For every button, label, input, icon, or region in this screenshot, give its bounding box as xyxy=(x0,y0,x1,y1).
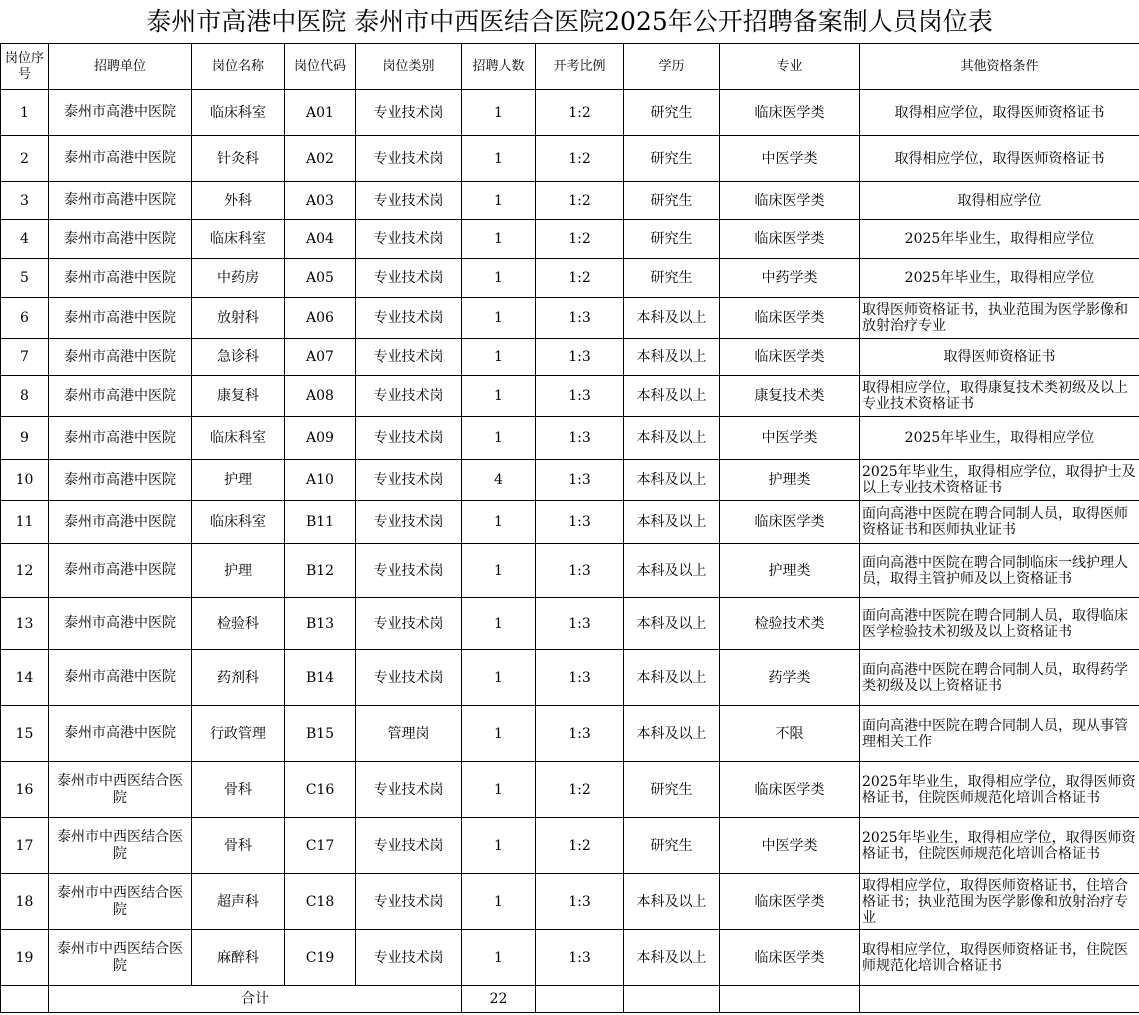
hire-count: 1 xyxy=(462,220,536,259)
header-cell: 招聘人数 xyxy=(462,44,536,90)
header-cell: 岗位类别 xyxy=(356,44,462,90)
major: 检验技术类 xyxy=(720,598,860,650)
exam-ratio: 1:3 xyxy=(536,706,624,762)
education: 研究生 xyxy=(624,259,720,298)
education: 研究生 xyxy=(624,220,720,259)
position-code: C17 xyxy=(285,818,356,874)
position-number: 5 xyxy=(1,259,49,298)
education: 本科及以上 xyxy=(624,650,720,706)
hire-count: 1 xyxy=(462,544,536,598)
recruiting-unit: 泰州市中西医结合医院 xyxy=(49,930,192,986)
exam-ratio: 1:3 xyxy=(536,544,624,598)
header-cell: 岗位代码 xyxy=(285,44,356,90)
position-type: 专业技术岗 xyxy=(356,136,462,182)
position-code: C18 xyxy=(285,874,356,930)
table-row xyxy=(1,339,1139,376)
exam-ratio: 1:3 xyxy=(536,874,624,930)
hire-count: 1 xyxy=(462,501,536,544)
table-row xyxy=(1,544,1139,598)
other-qualifications: 面向高港中医院在聘合同制人员，取得医师资格证书和医师执业证书 xyxy=(860,501,1139,544)
position-number: 16 xyxy=(1,762,49,818)
position-number: 12 xyxy=(1,544,49,598)
major: 临床医学类 xyxy=(720,220,860,259)
major: 护理类 xyxy=(720,460,860,501)
position-code: B11 xyxy=(285,501,356,544)
major: 临床医学类 xyxy=(720,339,860,376)
exam-ratio: 1:3 xyxy=(536,417,624,460)
total-empty-cell xyxy=(720,986,860,1013)
recruiting-unit: 泰州市高港中医院 xyxy=(49,706,192,762)
other-qualifications: 取得相应学位 xyxy=(860,182,1139,220)
header-cell: 招聘单位 xyxy=(49,44,192,90)
position-type: 专业技术岗 xyxy=(356,762,462,818)
recruiting-unit: 泰州市高港中医院 xyxy=(49,544,192,598)
position-type: 专业技术岗 xyxy=(356,220,462,259)
recruiting-unit: 泰州市高港中医院 xyxy=(49,501,192,544)
position-name: 中药房 xyxy=(192,259,285,298)
exam-ratio: 1:2 xyxy=(536,259,624,298)
other-qualifications: 取得医师资格证书 xyxy=(860,339,1139,376)
page-title: 泰州市高港中医院 泰州市中西医结合医院2025年公开招聘备案制人员岗位表 xyxy=(146,7,993,36)
recruiting-unit: 泰州市高港中医院 xyxy=(49,90,192,136)
major: 不限 xyxy=(720,706,860,762)
position-code: A06 xyxy=(285,298,356,339)
position-code: C19 xyxy=(285,930,356,986)
position-number: 14 xyxy=(1,650,49,706)
major: 中医学类 xyxy=(720,136,860,182)
position-number: 18 xyxy=(1,874,49,930)
table-row xyxy=(1,762,1139,818)
major: 临床医学类 xyxy=(720,90,860,136)
major: 护理类 xyxy=(720,544,860,598)
total-empty-cell xyxy=(624,986,720,1013)
position-type: 专业技术岗 xyxy=(356,182,462,220)
hire-count: 1 xyxy=(462,298,536,339)
header-cell: 其他资格条件 xyxy=(860,44,1139,90)
exam-ratio: 1:3 xyxy=(536,339,624,376)
header-cell: 岗位序号 xyxy=(1,44,49,90)
education: 研究生 xyxy=(624,136,720,182)
recruiting-unit: 泰州市中西医结合医院 xyxy=(49,818,192,874)
total-label: 合计 xyxy=(49,986,462,1013)
recruiting-unit: 泰州市中西医结合医院 xyxy=(49,874,192,930)
position-code: A09 xyxy=(285,417,356,460)
table-row xyxy=(1,598,1139,650)
position-code: C16 xyxy=(285,762,356,818)
header-cell: 岗位名称 xyxy=(192,44,285,90)
recruiting-unit: 泰州市高港中医院 xyxy=(49,650,192,706)
hire-count: 1 xyxy=(462,376,536,417)
position-number: 9 xyxy=(1,417,49,460)
other-qualifications: 2025年毕业生，取得相应学位 xyxy=(860,259,1139,298)
header-cell: 开考比例 xyxy=(536,44,624,90)
major: 中医学类 xyxy=(720,818,860,874)
recruiting-unit: 泰州市高港中医院 xyxy=(49,460,192,501)
table-row xyxy=(1,298,1139,339)
hire-count: 1 xyxy=(462,818,536,874)
position-name: 骨科 xyxy=(192,762,285,818)
hire-count: 1 xyxy=(462,874,536,930)
total-empty-cell xyxy=(860,986,1139,1013)
position-code: A10 xyxy=(285,460,356,501)
table-row xyxy=(1,818,1139,874)
major: 临床医学类 xyxy=(720,930,860,986)
education: 本科及以上 xyxy=(624,544,720,598)
position-code: B13 xyxy=(285,598,356,650)
position-type: 专业技术岗 xyxy=(356,874,462,930)
position-name: 护理 xyxy=(192,460,285,501)
exam-ratio: 1:3 xyxy=(536,650,624,706)
table-row xyxy=(1,182,1139,220)
position-code: B12 xyxy=(285,544,356,598)
header-row xyxy=(1,44,1139,90)
position-type: 专业技术岗 xyxy=(356,417,462,460)
position-number: 4 xyxy=(1,220,49,259)
major: 中医学类 xyxy=(720,417,860,460)
position-name: 麻醉科 xyxy=(192,930,285,986)
other-qualifications: 取得相应学位，取得医师资格证书，住培合格证书；执业范围为医学影像和放射治疗专业 xyxy=(860,874,1139,930)
position-number: 2 xyxy=(1,136,49,182)
position-number: 8 xyxy=(1,376,49,417)
other-qualifications: 2025年毕业生，取得相应学位，取得护士及以上专业技术资格证书 xyxy=(860,460,1139,501)
position-number: 15 xyxy=(1,706,49,762)
exam-ratio: 1:3 xyxy=(536,376,624,417)
position-type: 专业技术岗 xyxy=(356,90,462,136)
position-type: 专业技术岗 xyxy=(356,598,462,650)
other-qualifications: 面向高港中医院在聘合同制临床一线护理人员，取得主管护师及以上资格证书 xyxy=(860,544,1139,598)
other-qualifications: 取得相应学位，取得医师资格证书，住院医师规范化培训合格证书 xyxy=(860,930,1139,986)
table-row xyxy=(1,220,1139,259)
position-type: 专业技术岗 xyxy=(356,818,462,874)
position-name: 临床科室 xyxy=(192,220,285,259)
position-name: 药剂科 xyxy=(192,650,285,706)
header-cell: 学历 xyxy=(624,44,720,90)
hire-count: 4 xyxy=(462,460,536,501)
hire-count: 1 xyxy=(462,706,536,762)
position-number: 17 xyxy=(1,818,49,874)
table-row xyxy=(1,706,1139,762)
exam-ratio: 1:3 xyxy=(536,298,624,339)
position-code: A05 xyxy=(285,259,356,298)
education: 研究生 xyxy=(624,762,720,818)
position-name: 检验科 xyxy=(192,598,285,650)
position-name: 护理 xyxy=(192,544,285,598)
other-qualifications: 取得医师资格证书，执业范围为医学影像和放射治疗专业 xyxy=(860,298,1139,339)
position-type: 专业技术岗 xyxy=(356,544,462,598)
recruiting-unit: 泰州市高港中医院 xyxy=(49,417,192,460)
position-type: 专业技术岗 xyxy=(356,339,462,376)
other-qualifications: 2025年毕业生，取得相应学位 xyxy=(860,417,1139,460)
position-code: A01 xyxy=(285,90,356,136)
other-qualifications: 取得相应学位，取得康复技术类初级及以上专业技术资格证书 xyxy=(860,376,1139,417)
exam-ratio: 1:2 xyxy=(536,220,624,259)
education: 本科及以上 xyxy=(624,298,720,339)
table-row xyxy=(1,417,1139,460)
recruiting-unit: 泰州市中西医结合医院 xyxy=(49,762,192,818)
major: 临床医学类 xyxy=(720,762,860,818)
total-empty-cell xyxy=(1,986,49,1013)
position-name: 行政管理 xyxy=(192,706,285,762)
position-number: 19 xyxy=(1,930,49,986)
hire-count: 1 xyxy=(462,136,536,182)
education: 本科及以上 xyxy=(624,930,720,986)
position-number: 11 xyxy=(1,501,49,544)
position-code: A02 xyxy=(285,136,356,182)
recruiting-unit: 泰州市高港中医院 xyxy=(49,376,192,417)
hire-count: 1 xyxy=(462,417,536,460)
position-type: 专业技术岗 xyxy=(356,460,462,501)
header-cell: 专业 xyxy=(720,44,860,90)
other-qualifications: 2025年毕业生，取得相应学位，取得医师资格证书，住院医师规范化培训合格证书 xyxy=(860,762,1139,818)
recruiting-unit: 泰州市高港中医院 xyxy=(49,339,192,376)
education: 研究生 xyxy=(624,182,720,220)
position-name: 骨科 xyxy=(192,818,285,874)
position-number: 6 xyxy=(1,298,49,339)
position-type: 管理岗 xyxy=(356,706,462,762)
recruiting-unit: 泰州市高港中医院 xyxy=(49,298,192,339)
major: 临床医学类 xyxy=(720,182,860,220)
position-type: 专业技术岗 xyxy=(356,259,462,298)
education: 本科及以上 xyxy=(624,417,720,460)
education: 研究生 xyxy=(624,90,720,136)
position-code: A03 xyxy=(285,182,356,220)
position-name: 临床科室 xyxy=(192,501,285,544)
hire-count: 1 xyxy=(462,182,536,220)
table-row xyxy=(1,501,1139,544)
positions-table xyxy=(0,43,1139,1013)
position-code: A04 xyxy=(285,220,356,259)
hire-count: 1 xyxy=(462,90,536,136)
total-empty-cell xyxy=(536,986,624,1013)
major: 临床医学类 xyxy=(720,298,860,339)
major: 中药学类 xyxy=(720,259,860,298)
position-type: 专业技术岗 xyxy=(356,298,462,339)
exam-ratio: 1:3 xyxy=(536,930,624,986)
exam-ratio: 1:3 xyxy=(536,598,624,650)
position-name: 临床科室 xyxy=(192,417,285,460)
other-qualifications: 面向高港中医院在聘合同制人员，现从事管理相关工作 xyxy=(860,706,1139,762)
position-number: 13 xyxy=(1,598,49,650)
position-number: 3 xyxy=(1,182,49,220)
table-row xyxy=(1,136,1139,182)
position-type: 专业技术岗 xyxy=(356,930,462,986)
exam-ratio: 1:2 xyxy=(536,762,624,818)
total-count: 22 xyxy=(462,986,536,1013)
position-type: 专业技术岗 xyxy=(356,501,462,544)
position-type: 专业技术岗 xyxy=(356,376,462,417)
table-row xyxy=(1,376,1139,417)
position-number: 1 xyxy=(1,90,49,136)
table-row xyxy=(1,460,1139,501)
major: 临床医学类 xyxy=(720,874,860,930)
education: 本科及以上 xyxy=(624,339,720,376)
hire-count: 1 xyxy=(462,259,536,298)
other-qualifications: 面向高港中医院在聘合同制人员，取得临床医学检验技术初级及以上资格证书 xyxy=(860,598,1139,650)
position-name: 针灸科 xyxy=(192,136,285,182)
other-qualifications: 面向高港中医院在聘合同制人员，取得药学类初级及以上资格证书 xyxy=(860,650,1139,706)
exam-ratio: 1:3 xyxy=(536,501,624,544)
exam-ratio: 1:2 xyxy=(536,182,624,220)
hire-count: 1 xyxy=(462,339,536,376)
major: 药学类 xyxy=(720,650,860,706)
table-row xyxy=(1,650,1139,706)
position-number: 10 xyxy=(1,460,49,501)
hire-count: 1 xyxy=(462,762,536,818)
education: 本科及以上 xyxy=(624,706,720,762)
position-number: 7 xyxy=(1,339,49,376)
exam-ratio: 1:2 xyxy=(536,90,624,136)
other-qualifications: 取得相应学位，取得医师资格证书 xyxy=(860,136,1139,182)
exam-ratio: 1:3 xyxy=(536,460,624,501)
exam-ratio: 1:2 xyxy=(536,136,624,182)
major: 临床医学类 xyxy=(720,501,860,544)
education: 本科及以上 xyxy=(624,598,720,650)
education: 本科及以上 xyxy=(624,874,720,930)
recruiting-unit: 泰州市高港中医院 xyxy=(49,598,192,650)
table-row xyxy=(1,90,1139,136)
recruiting-unit: 泰州市高港中医院 xyxy=(49,220,192,259)
recruiting-unit: 泰州市高港中医院 xyxy=(49,136,192,182)
table-row xyxy=(1,259,1139,298)
position-code: A07 xyxy=(285,339,356,376)
position-code: B14 xyxy=(285,650,356,706)
position-name: 康复科 xyxy=(192,376,285,417)
exam-ratio: 1:2 xyxy=(536,818,624,874)
table-row xyxy=(1,874,1139,930)
position-code: A08 xyxy=(285,376,356,417)
other-qualifications: 取得相应学位，取得医师资格证书 xyxy=(860,90,1139,136)
position-type: 专业技术岗 xyxy=(356,650,462,706)
position-name: 放射科 xyxy=(192,298,285,339)
other-qualifications: 2025年毕业生，取得相应学位 xyxy=(860,220,1139,259)
hire-count: 1 xyxy=(462,598,536,650)
hire-count: 1 xyxy=(462,930,536,986)
position-name: 临床科室 xyxy=(192,90,285,136)
position-name: 超声科 xyxy=(192,874,285,930)
hire-count: 1 xyxy=(462,650,536,706)
recruiting-unit: 泰州市高港中医院 xyxy=(49,182,192,220)
education: 本科及以上 xyxy=(624,460,720,501)
position-name: 外科 xyxy=(192,182,285,220)
education: 本科及以上 xyxy=(624,376,720,417)
position-name: 急诊科 xyxy=(192,339,285,376)
major: 康复技术类 xyxy=(720,376,860,417)
education: 研究生 xyxy=(624,818,720,874)
total-row xyxy=(1,986,1139,1013)
recruiting-unit: 泰州市高港中医院 xyxy=(49,259,192,298)
education: 本科及以上 xyxy=(624,501,720,544)
table-row xyxy=(1,930,1139,986)
position-code: B15 xyxy=(285,706,356,762)
other-qualifications: 2025年毕业生，取得相应学位，取得医师资格证书，住院医师规范化培训合格证书 xyxy=(860,818,1139,874)
